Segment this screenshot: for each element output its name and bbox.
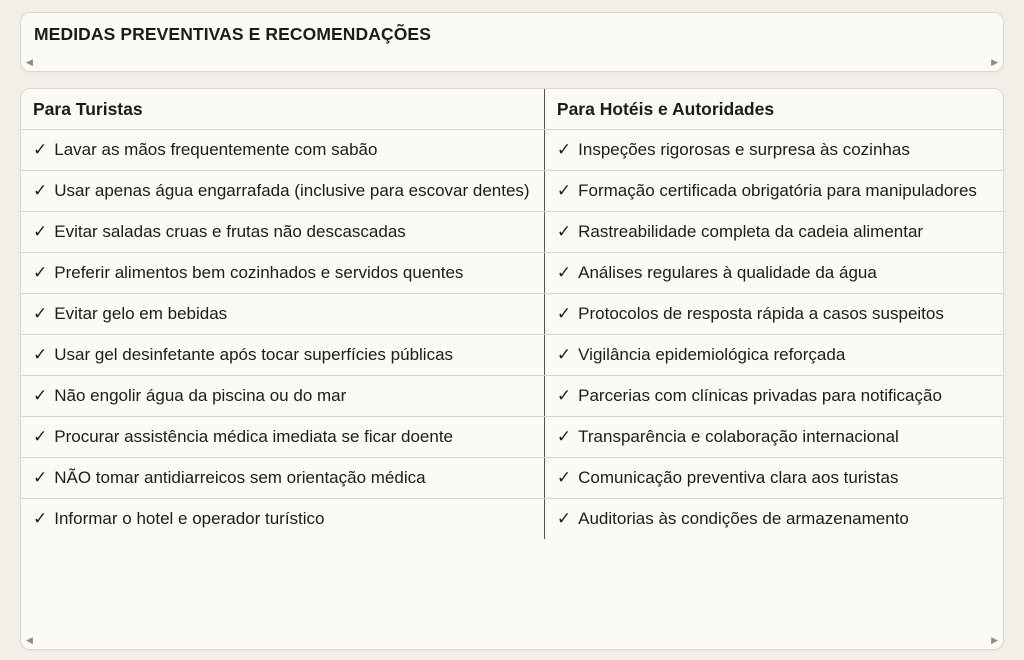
check-icon: ✓ [33,509,48,528]
cell-text: Comunicação preventiva clara aos turistas [578,468,899,487]
table-cell [544,212,1003,253]
scroll-left-icon[interactable]: ◀ [26,635,33,645]
table-row [21,212,1003,253]
scroll-right-icon[interactable]: ▶ [991,635,998,645]
cell-text: Lavar as mãos frequentemente com sabão [54,140,378,159]
check-icon: ✓ [33,386,48,405]
check-icon: ✓ [556,140,572,159]
table-row [21,130,1003,171]
cell-text: NÃO tomar antidiarreicos sem orientação médica [54,468,426,487]
column-header-hoteis-autoridades: Para Hotéis e Autoridades [544,89,1003,130]
check-icon: ✓ [556,345,572,364]
cell-text: Análises regulares à qualidade da água [578,263,877,282]
table-row [21,294,1003,335]
cell-text: Parcerias com clínicas privadas para notificação [578,386,942,405]
table-cell [21,171,544,212]
check-icon: ✓ [33,468,48,487]
table-cell [544,253,1003,294]
table-cell [21,458,544,499]
table-cell [21,294,544,335]
check-icon: ✓ [33,222,48,241]
check-icon: ✓ [33,345,48,364]
cell-text: Transparência e colaboração internacional [578,427,899,446]
table-cell [544,171,1003,212]
table-cell [21,212,544,253]
cell-text: Preferir alimentos bem cozinhados e servidos quentes [54,263,464,282]
scroll-left-icon[interactable]: ◀ [26,57,33,67]
scroll-right-icon[interactable]: ▶ [991,57,998,67]
check-icon: ✓ [556,304,572,323]
table-cell [544,130,1003,171]
table-horizontal-scrollbar[interactable] [26,634,998,647]
cell-text: Protocolos de resposta rápida a casos suspeitos [578,304,944,323]
table-cell [21,376,544,417]
check-icon: ✓ [33,427,48,446]
check-icon: ✓ [556,427,572,446]
table-row [21,171,1003,212]
cell-text: Evitar saladas cruas e frutas não descascadas [54,222,406,241]
cell-text: Usar apenas água engarrafada (inclusive para escovar dentes) [54,181,530,200]
table-cell [21,335,544,376]
check-icon: ✓ [556,222,572,241]
table-cell [544,376,1003,417]
table-row [21,458,1003,499]
cell-text: Rastreabilidade completa da cadeia alimentar [578,222,924,241]
table-row [21,376,1003,417]
cell-text: Procurar assistência médica imediata se ficar doente [54,427,453,446]
cell-text: Evitar gelo em bebidas [54,304,228,323]
measures-table-body [21,130,1003,540]
title-card [20,12,1004,72]
table-row [21,335,1003,376]
table-cell [21,417,544,458]
page-title: MEDIDAS PREVENTIVAS E RECOMENDAÇÕES [34,24,431,44]
table-cell [21,253,544,294]
table-cell [544,417,1003,458]
check-icon: ✓ [33,181,48,200]
table-cell [544,294,1003,335]
cell-text: Vigilância epidemiológica reforçada [578,345,846,364]
title-horizontal-scrollbar[interactable] [26,56,998,69]
cell-text: Informar o hotel e operador turístico [54,509,325,528]
check-icon: ✓ [33,263,48,282]
column-header-turistas: Para Turistas [21,89,544,130]
table-cell [21,499,544,540]
cell-text: Usar gel desinfetante após tocar superfícies públicas [54,345,454,364]
measures-table-card [20,88,1004,650]
table-cell [544,499,1003,540]
cell-text: Inspeções rigorosas e surpresa às cozinhas [578,140,910,159]
table-cell [544,335,1003,376]
measures-table [21,89,1003,539]
check-icon: ✓ [556,263,572,282]
check-icon: ✓ [33,304,48,323]
check-icon: ✓ [556,386,572,405]
cell-text: Não engolir água da piscina ou do mar [54,386,347,405]
check-icon: ✓ [556,181,572,200]
cell-text: Auditorias às condições de armazenamento [578,509,909,528]
check-icon: ✓ [556,468,572,487]
table-row [21,499,1003,540]
table-row [21,253,1003,294]
check-icon: ✓ [556,509,572,528]
cell-text: Formação certificada obrigatória para manipuladores [578,181,977,200]
check-icon: ✓ [33,140,48,159]
table-cell [21,130,544,171]
table-cell [544,458,1003,499]
table-header-row [21,89,1003,130]
table-row [21,417,1003,458]
